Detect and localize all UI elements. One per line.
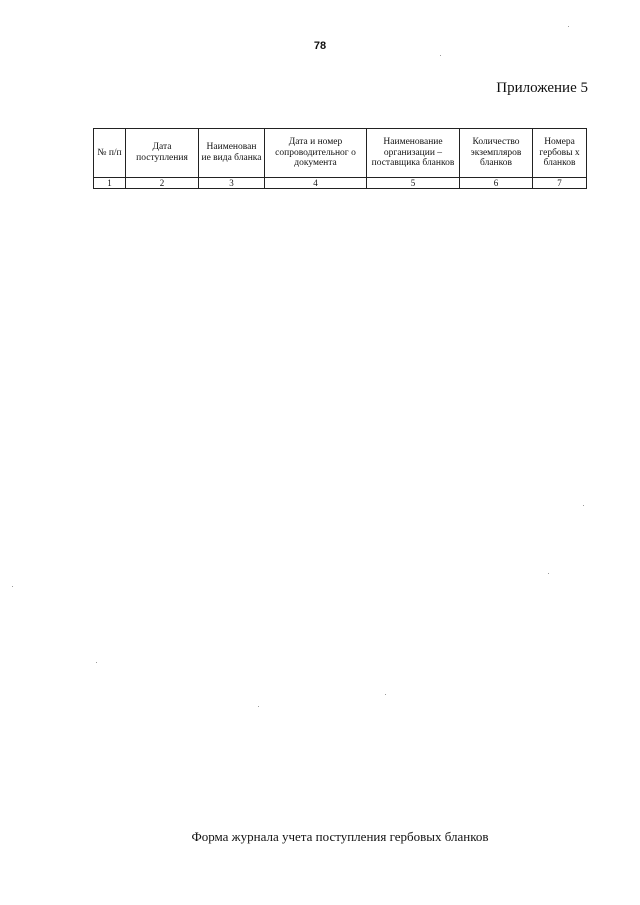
header-accompanying-document: Дата и номер сопроводительног о документа [265, 129, 367, 178]
column-index-5: 5 [367, 178, 460, 189]
scan-speck [583, 505, 584, 506]
scan-speck [96, 662, 97, 663]
scan-speck [440, 55, 441, 56]
scan-speck [548, 573, 549, 574]
scan-speck [258, 706, 259, 707]
column-index-1: 1 [94, 178, 126, 189]
header-copies-count: Количество экземпляров бланков [460, 129, 533, 178]
column-index-4: 4 [265, 178, 367, 189]
form-caption: Форма журнала учета поступления гербовых бланков [191, 829, 489, 844]
appendix-label: Приложение 5 [496, 80, 588, 96]
column-index-7: 7 [533, 178, 587, 189]
column-index-6: 6 [460, 178, 533, 189]
header-number: № п/п [94, 129, 126, 178]
header-supplier-organization: Наименование организации – поставщика бланков [367, 129, 460, 178]
page-number: 78 [313, 40, 327, 52]
scan-speck [12, 586, 13, 587]
header-receipt-date: Дата поступления [126, 129, 199, 178]
header-form-type: Наименован ие вида бланка [199, 129, 265, 178]
column-index-2: 2 [126, 178, 199, 189]
column-index-3: 3 [199, 178, 265, 189]
header-form-numbers: Номера гербовы х бланков [533, 129, 587, 178]
scan-speck [568, 26, 569, 27]
journal-table [93, 128, 587, 189]
table-row [94, 178, 587, 189]
scan-speck [385, 694, 386, 695]
table-header-row [94, 129, 587, 178]
